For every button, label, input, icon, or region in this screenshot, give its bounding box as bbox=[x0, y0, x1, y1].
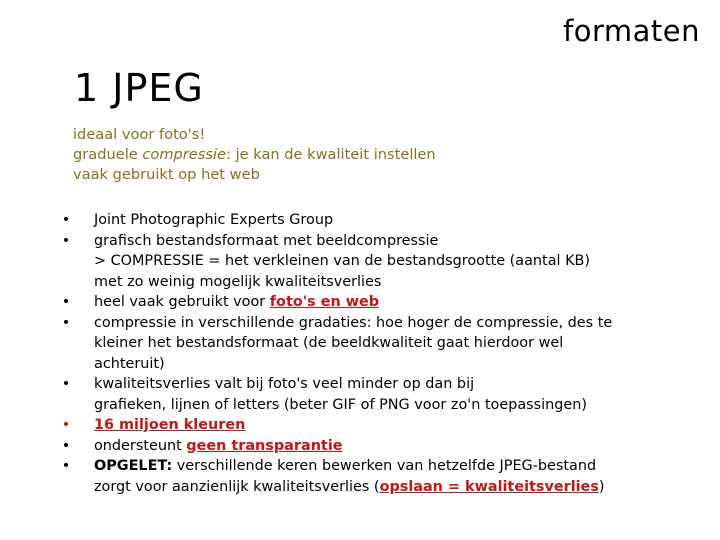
list-item bbox=[56, 292, 696, 313]
page-title: 1 JPEG bbox=[74, 66, 204, 110]
item-text bbox=[94, 436, 696, 457]
item-text: compressie in verschillende gradaties: hoe hoger de compressie, des te bbox=[94, 314, 613, 331]
warning-label: OPGELET: bbox=[94, 458, 173, 474]
section-title: formaten bbox=[563, 14, 700, 48]
intro-line: vaak gebruikt op het web bbox=[73, 166, 260, 183]
item-text bbox=[94, 292, 696, 313]
item-text bbox=[94, 415, 696, 436]
bullet-icon: • bbox=[61, 232, 71, 249]
item-text: heel vaak gebruikt voor bbox=[94, 294, 270, 310]
item-text: > COMPRESSIE = het verkleinen van de bestandsgrootte (aantal KB) bbox=[94, 253, 591, 269]
intro-block bbox=[73, 125, 436, 185]
bullet-icon: • bbox=[61, 212, 71, 228]
item-text: verschillende keren bewerken van hetzelfde JPEG-bestand bbox=[172, 458, 597, 474]
highlight-text: 16 miljoen kleuren bbox=[94, 417, 246, 433]
item-text: achteruit) bbox=[94, 355, 165, 372]
list-item bbox=[56, 415, 696, 436]
highlight-text: opslaan = kwaliteitsverlies bbox=[379, 478, 599, 495]
bullet-icon: • bbox=[61, 294, 71, 310]
bullet-icon: • bbox=[61, 458, 71, 474]
list-item bbox=[56, 374, 696, 415]
bullet-icon: • bbox=[61, 417, 71, 433]
item-text: grafisch bestandsformaat met beeldcompressie bbox=[94, 232, 439, 249]
list-item bbox=[56, 313, 696, 375]
item-text bbox=[94, 456, 696, 477]
list-item bbox=[56, 231, 696, 293]
highlight-text: foto's en web bbox=[269, 294, 380, 310]
item-text: kwaliteitsverlies valt bij foto's veel minder op dan bij bbox=[94, 376, 475, 392]
item-text: grafieken, lijnen of letters (beter GIF of PNG voor zo'n toepassingen) bbox=[94, 396, 587, 413]
item-text: kleiner het bestandsformaat (de beeldkwaliteit gaat hierdoor wel bbox=[94, 335, 564, 351]
intro-emphasis: compressie bbox=[142, 146, 227, 163]
item-text bbox=[94, 477, 696, 498]
list-item bbox=[56, 436, 696, 457]
bullet-icon: • bbox=[61, 437, 71, 454]
bullet-icon: • bbox=[61, 314, 71, 331]
item-text: Joint Photographic Experts Group bbox=[94, 212, 334, 228]
list-item bbox=[56, 210, 696, 231]
item-text: met zo weinig mogelijk kwaliteitsverlies bbox=[94, 273, 382, 290]
intro-text: : je kan de kwaliteit instellen bbox=[226, 146, 436, 163]
item-text: ondersteunt bbox=[94, 437, 187, 454]
bullet-list bbox=[56, 210, 696, 497]
bullet-icon: • bbox=[61, 376, 71, 392]
item-text: zorgt voor aanzienlijk kwaliteitsverlies ( bbox=[94, 478, 380, 495]
intro-text: graduele bbox=[73, 146, 143, 163]
item-text: ) bbox=[598, 478, 605, 495]
intro-line: ideaal voor foto's! bbox=[73, 126, 206, 143]
highlight-text: geen transparantie bbox=[186, 437, 343, 454]
list-item bbox=[56, 456, 696, 497]
intro-line bbox=[73, 145, 436, 165]
